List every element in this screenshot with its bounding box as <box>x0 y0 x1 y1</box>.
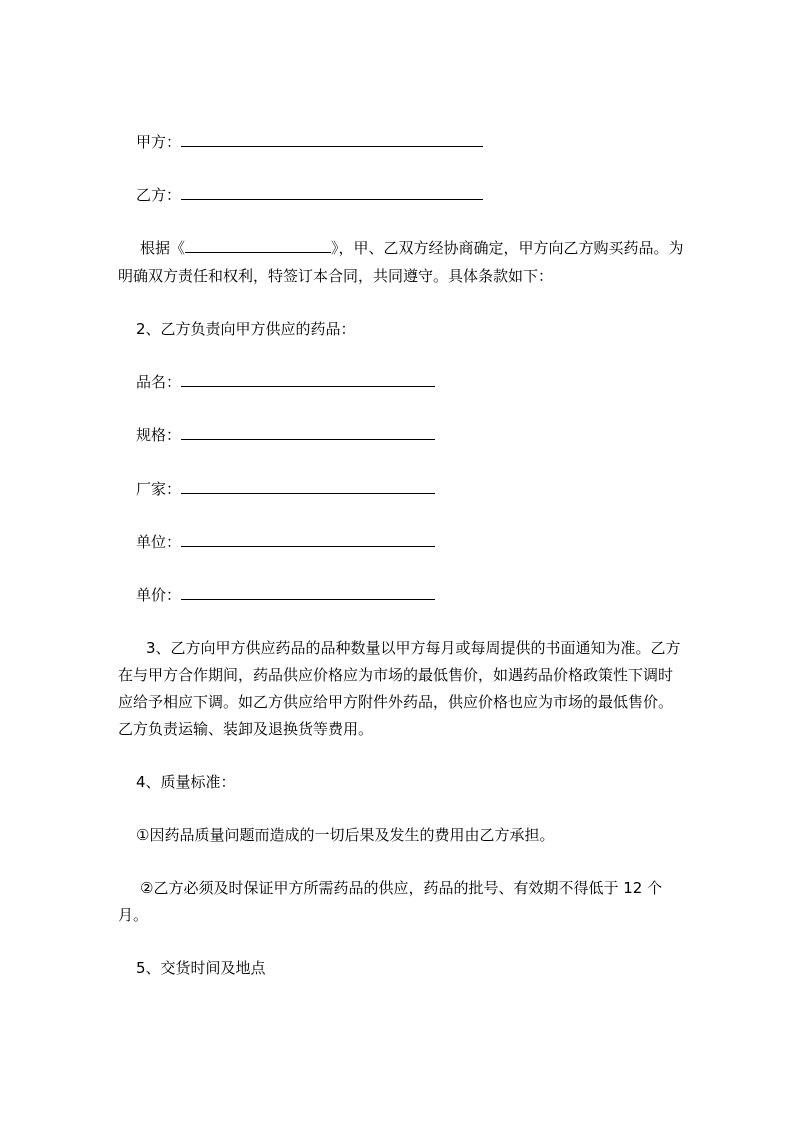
party-b-blank[interactable] <box>181 185 483 200</box>
preamble-line-2: 明确双方责任和权利，特签订本合同，共同遵守。具体条款如下： <box>118 267 554 285</box>
clause-3-line-1: 3、乙方向甲方供应药品的品种数量以甲方每月或每周提供的书面通知为准。乙方 <box>146 639 681 657</box>
party-b-label: 乙方： <box>136 186 182 204</box>
clause-5-heading: 5、交货时间及地点 <box>136 959 266 977</box>
clause-3-line-2: 在与甲方合作期间，药品供应价格应为市场的最低售价，如遇药品价格政策性下调时 <box>118 666 674 684</box>
preamble-before: 根据《 <box>140 239 186 257</box>
clause-4-heading: 4、质量标准： <box>136 773 236 791</box>
field-maker-blank[interactable] <box>181 479 435 494</box>
clause-4-item-2-line-2: 月。 <box>118 906 149 924</box>
field-name-label: 品名： <box>136 373 182 391</box>
field-price-label: 单价： <box>136 586 182 604</box>
field-spec-label: 规格： <box>136 426 182 444</box>
clause-2-heading: 2、乙方负责向甲方供应的药品： <box>136 320 356 338</box>
clause-4-item-1: ①因药品质量问题而造成的一切后果及发生的费用由乙方承担。 <box>136 826 555 844</box>
field-name-line <box>136 372 435 392</box>
party-a-blank[interactable] <box>181 132 483 147</box>
field-unit-blank[interactable] <box>181 532 435 547</box>
preamble-after: 》，甲、乙双方经协商确定，甲方向乙方购买药品。为 <box>331 239 684 257</box>
clause-4-item-2-line-1: ②乙方必须及时保证甲方所需药品的供应，药品的批号、有效期不得低于 12 个 <box>140 879 663 897</box>
field-spec-line <box>136 425 435 445</box>
basis-document-blank[interactable] <box>185 238 331 253</box>
field-price-blank[interactable] <box>181 585 435 600</box>
field-price-line <box>136 585 435 605</box>
party-a-label: 甲方： <box>136 133 182 151</box>
clause-3-line-3: 应给予相应下调。如乙方供应给甲方附件外药品，供应价格也应为市场的最低售价。 <box>118 693 674 711</box>
party-b-line <box>136 185 483 205</box>
field-spec-blank[interactable] <box>181 425 435 440</box>
field-maker-label: 厂家： <box>136 480 182 498</box>
field-unit-label: 单位： <box>136 533 182 551</box>
clause-3-line-4: 乙方负责运输、装卸及退换货等费用。 <box>118 720 374 738</box>
field-unit-line <box>136 532 435 552</box>
field-maker-line <box>136 479 435 499</box>
party-a-line <box>136 132 483 152</box>
field-name-blank[interactable] <box>181 372 435 387</box>
preamble-line-1 <box>140 238 684 258</box>
